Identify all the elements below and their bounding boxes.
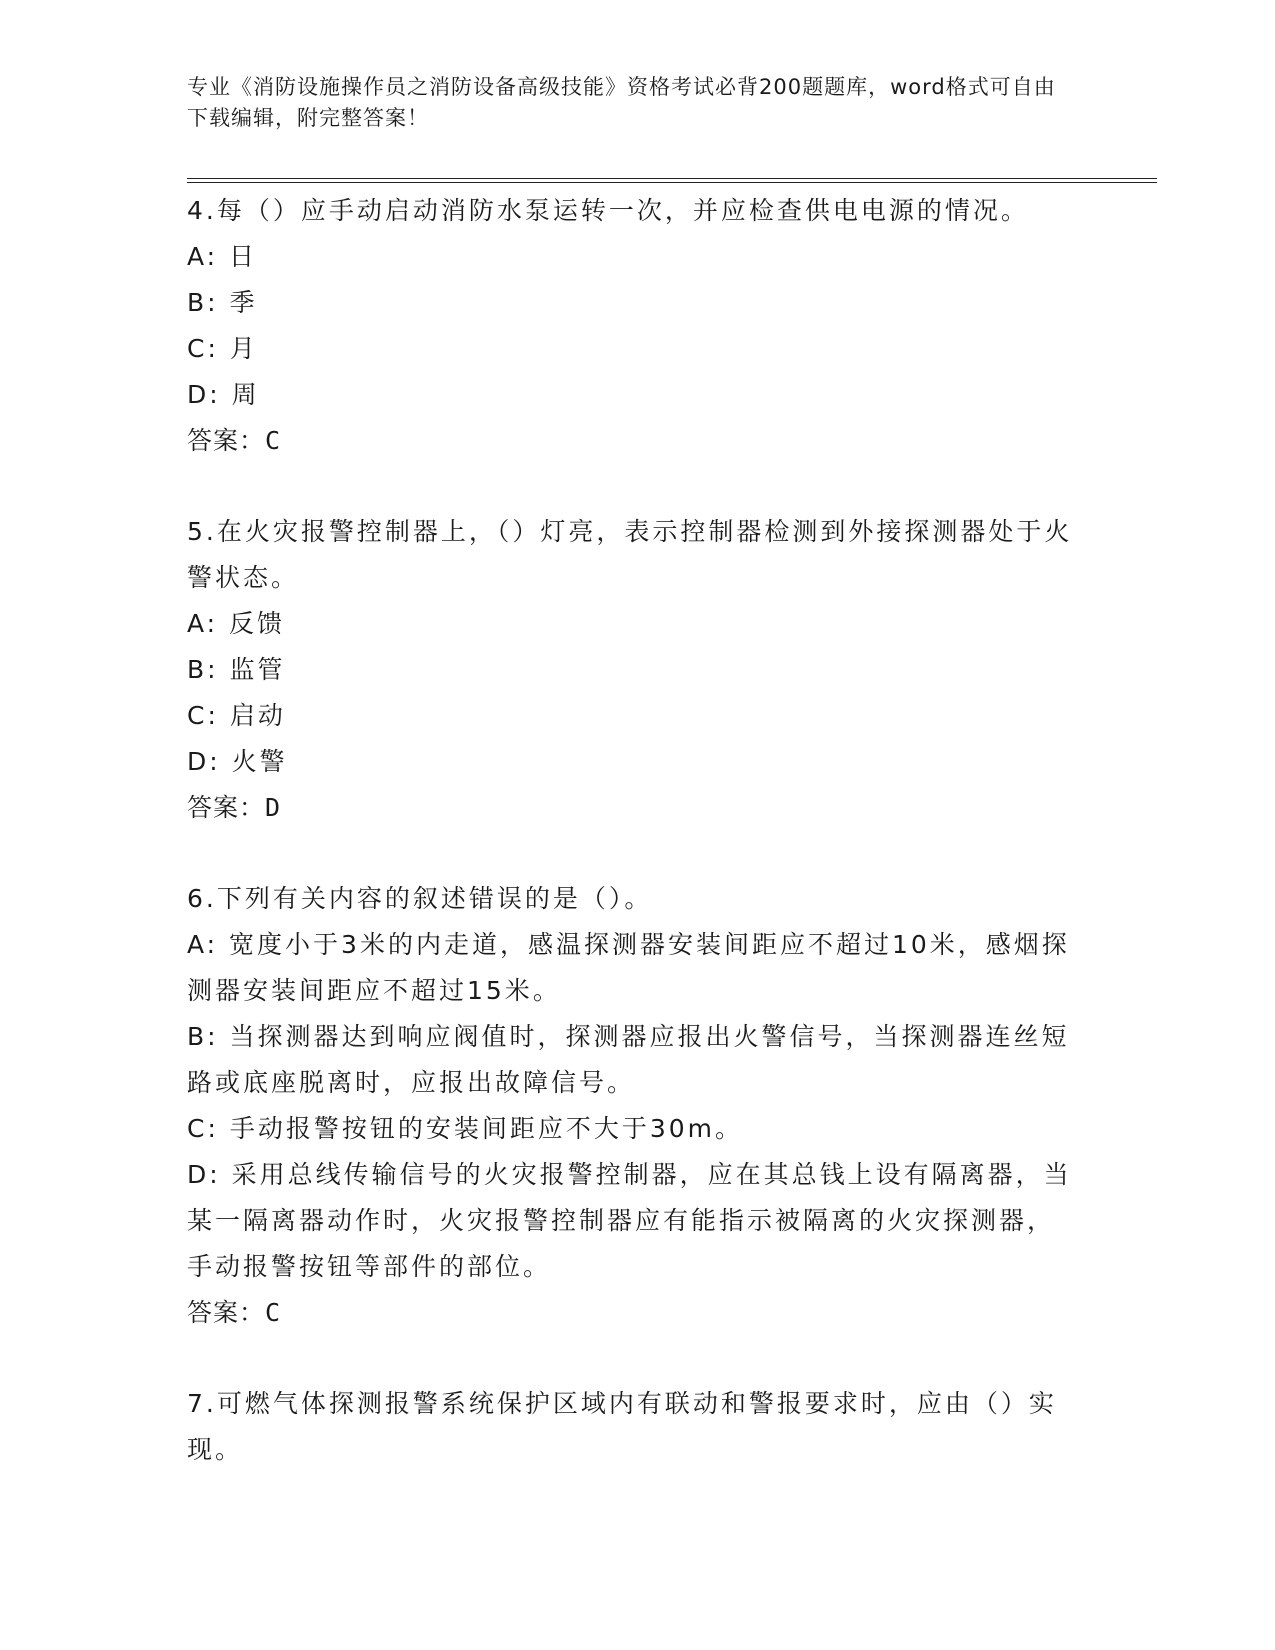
answer-line xyxy=(187,785,1077,831)
question-stem: 6.下列有关内容的叙述错误的是（）。 xyxy=(187,884,653,913)
answer-value: C xyxy=(265,426,282,455)
option-d: D: 采用总线传输信号的火灾报警控制器，应在其总钱上设有隔离器，当某一隔离器动作时，火灾报警控制器应有能指示被隔离的火灾探测器，手动报警按钮等部件的部位。 xyxy=(187,1160,1072,1281)
answer-value: D xyxy=(265,793,282,822)
option-c: C: 手动报警按钮的安装间距应不大于30m。 xyxy=(187,1114,743,1143)
question-stem: 7.可燃气体探测报警系统保护区域内有联动和警报要求时，应由（）实现。 xyxy=(187,1389,1057,1464)
question-7 xyxy=(187,1381,1077,1473)
question-stem: 4.每（）应手动启动消防水泵运转一次，并应检查供电电源的情况。 xyxy=(187,196,1029,225)
question-5 xyxy=(187,509,1077,831)
option-b: B: 监管 xyxy=(187,655,286,684)
option-a: A: 宽度小于3米的内走道，感温探测器安装间距应不超过10米，感烟探测器安装间距应不超过15米。 xyxy=(187,930,1070,1005)
question-4 xyxy=(187,188,1077,464)
header-divider-top xyxy=(187,178,1157,179)
option-d: D: 火警 xyxy=(187,747,288,776)
option-c: C: 月 xyxy=(187,334,258,363)
header-divider-bottom xyxy=(187,182,1157,183)
option-b: B: 季 xyxy=(187,288,258,317)
question-list xyxy=(187,188,1077,1518)
question-stem: 5.在火灾报警控制器上，（）灯亮，表示控制器检测到外接探测器处于火警状态。 xyxy=(187,517,1073,592)
answer-value: C xyxy=(265,1298,282,1327)
option-d: D: 周 xyxy=(187,380,260,409)
answer-label: 答案： xyxy=(187,1298,266,1327)
question-6 xyxy=(187,876,1077,1336)
document-header: 专业《消防设施操作员之消防设备高级技能》资格考试必背200题题库，word格式可自由下载编辑，附完整答案！ xyxy=(187,75,1056,130)
answer-label: 答案： xyxy=(187,793,266,822)
answer-line xyxy=(187,1290,1077,1336)
option-c: C: 启动 xyxy=(187,701,286,730)
option-a: A: 日 xyxy=(187,242,258,271)
answer-line xyxy=(187,418,1077,464)
option-b: B: 当探测器达到响应阀值时，探测器应报出火警信号，当探测器连丝短路或底座脱离时，应报出故障信号。 xyxy=(187,1022,1070,1097)
answer-label: 答案： xyxy=(187,426,266,455)
option-a: A: 反馈 xyxy=(187,609,286,638)
